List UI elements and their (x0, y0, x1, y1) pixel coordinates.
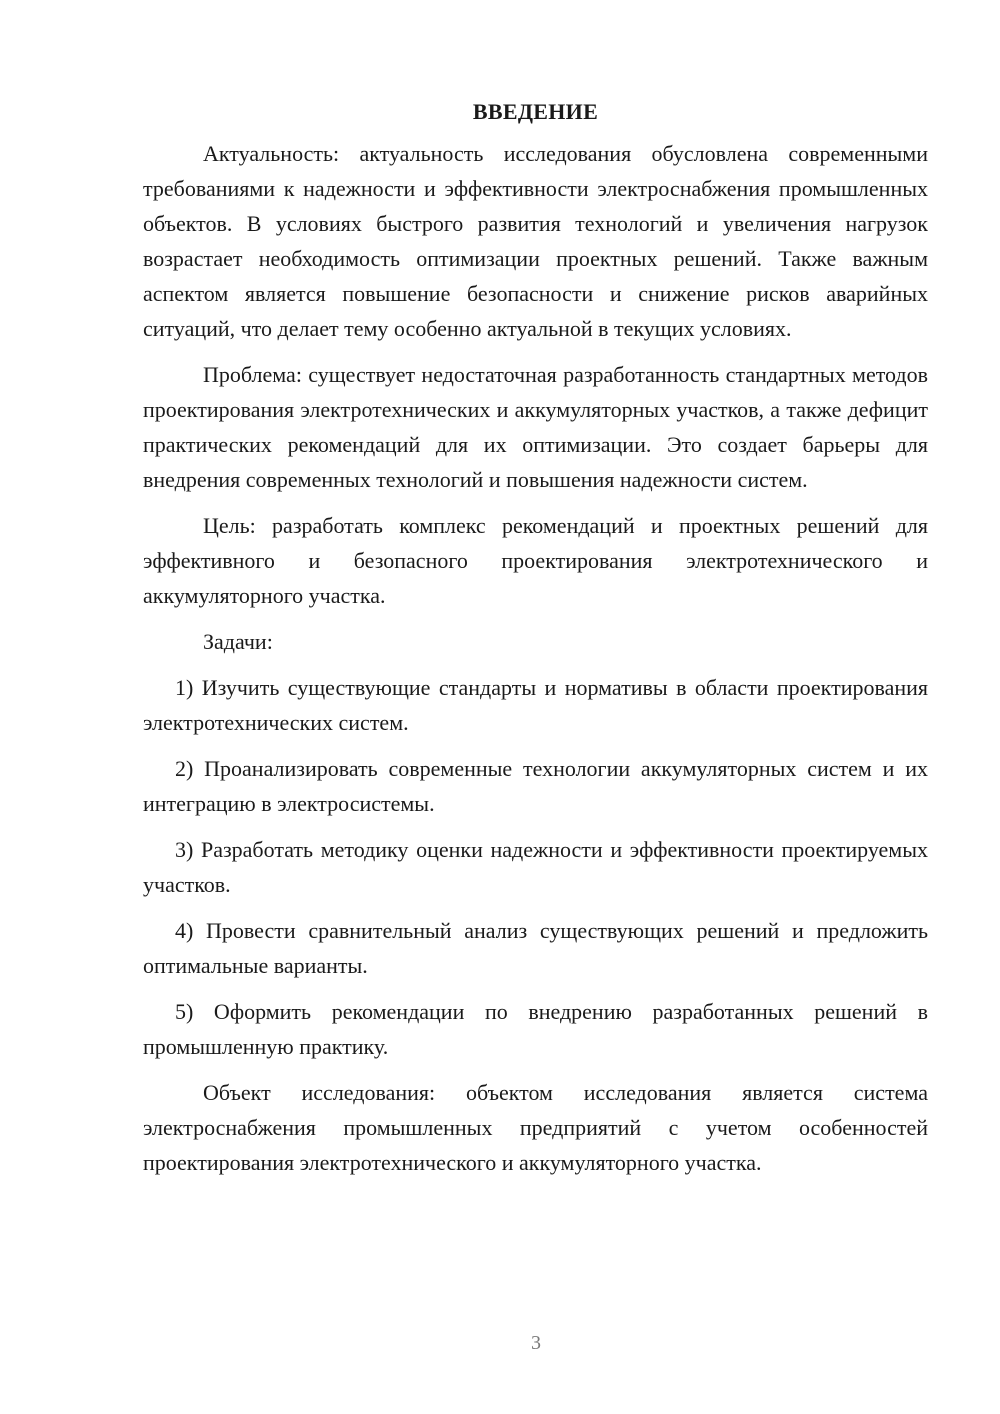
task-item-1: 1) Изучить существующие стандарты и нормативы в области проектирования электротехнических систем. (143, 675, 928, 735)
task-item-3: 3) Разработать методику оценки надежности и эффективности проектируемых участков. (143, 837, 928, 897)
page-content (143, 94, 928, 1191)
task-item-4: 4) Провести сравнительный анализ существующих решений и предложить оптимальные варианты. (143, 918, 928, 978)
relevance-paragraph: Актуальность: актуальность исследования обусловлена современными требованиями к надежности и эффективности электроснабжения промышленных объектов. В условиях быстрого развития технологий и увеличения нагрузок возрастает необходимость оптимизации проектных решений. Также важным аспектом является повышение безопасности и снижение рисков аварийных ситуаций, что делает тему особенно актуальной в текущих условиях. (143, 141, 928, 341)
task-item-2: 2) Проанализировать современные технологии аккумуляторных систем и их интеграцию в электросистемы. (143, 756, 928, 816)
section-heading: ВВЕДЕНИЕ (472, 99, 599, 124)
tasks-label: Задачи: (203, 629, 273, 654)
object-paragraph: Объект исследования: объектом исследования является система электроснабжения промышленных предприятий с учетом особенностей проектирования электротехнического и аккумуляторного участка. (143, 1080, 928, 1175)
problem-paragraph: Проблема: существует недостаточная разработанность стандартных методов проектирования электротехнических и аккумуляторных участков, а также дефицит практических рекомендаций для их оптимизации. Это создает барьеры для внедрения современных технологий и повышения надежности систем. (143, 362, 928, 492)
task-item-5: 5) Оформить рекомендации по внедрению разработанных решений в промышленную практику. (143, 999, 928, 1059)
goal-paragraph: Цель: разработать комплекс рекомендаций и проектных решений для эффективного и безопасного проектирования электротехнического и аккумуляторного участка. (143, 513, 928, 608)
page-number: 3 (531, 1332, 541, 1354)
